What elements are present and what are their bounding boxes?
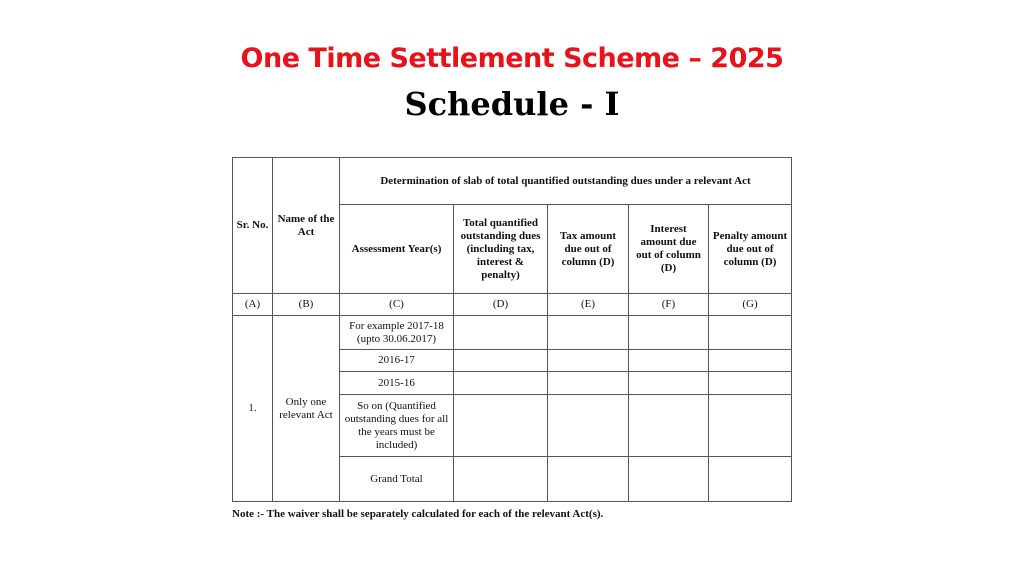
assessment-year-cell: 2015-16 [340,372,454,395]
empty-cell [629,372,709,395]
schedule-table [232,157,792,502]
empty-cell [454,395,548,457]
slide-subtitle: Schedule - I [404,85,620,123]
column-code-g: (G) [709,294,792,316]
header-assessment-year: Assessment Year(s) [340,205,454,294]
column-code-f: (F) [629,294,709,316]
empty-cell [629,316,709,350]
empty-cell [548,457,629,502]
assessment-year-cell: 2016-17 [340,350,454,372]
empty-cell [629,457,709,502]
header-interest-amount: Interest amount due out of column (D) [629,205,709,294]
empty-cell [709,457,792,502]
empty-cell [548,316,629,350]
header-act-name: Name of the Act [273,158,340,294]
column-code-d: (D) [454,294,548,316]
grand-total-label: Grand Total [340,457,454,502]
header-sr-no: Sr. No. [233,158,273,294]
empty-cell [454,316,548,350]
empty-cell [629,395,709,457]
empty-cell [709,372,792,395]
empty-cell [454,372,548,395]
empty-cell [709,316,792,350]
header-total-dues: Total quantified outstanding dues (including tax, interest & penalty) [454,205,548,294]
empty-cell [548,395,629,457]
slide-title: One Time Settlement Scheme – 2025 [240,43,784,74]
column-code-a: (A) [233,294,273,316]
empty-cell [548,350,629,372]
header-penalty-amount: Penalty amount due out of column (D) [709,205,792,294]
empty-cell [454,457,548,502]
column-code-e: (E) [548,294,629,316]
empty-cell [454,350,548,372]
empty-cell [548,372,629,395]
table-note: Note :- The waiver shall be separately calculated for each of the relevant Act(s). [232,508,604,520]
assessment-year-cell: So on (Quantified outstanding dues for all the years must be included) [340,395,454,457]
serial-number: 1. [233,316,273,502]
act-name: Only one relevant Act [273,316,340,502]
empty-cell [709,350,792,372]
assessment-year-cell: For example 2017-18 (upto 30.06.2017) [340,316,454,350]
header-group-title: Determination of slab of total quantified outstanding dues under a relevant Act [340,158,792,205]
empty-cell [629,350,709,372]
column-code-c: (C) [340,294,454,316]
header-tax-amount: Tax amount due out of column (D) [548,205,629,294]
table-row [233,316,792,350]
column-code-b: (B) [273,294,340,316]
empty-cell [709,395,792,457]
